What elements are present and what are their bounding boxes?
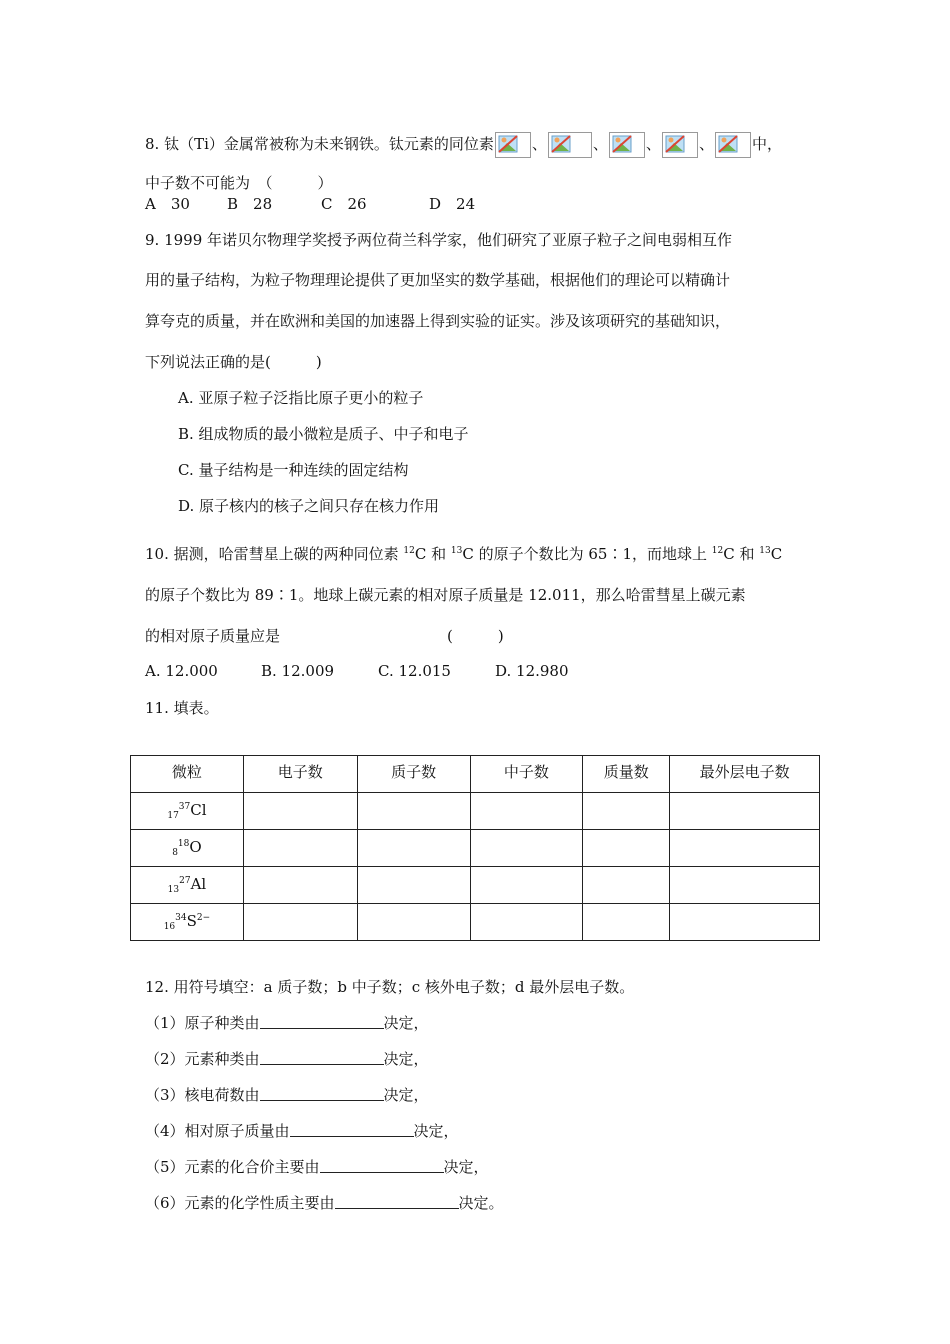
table-row	[131, 867, 820, 904]
q10-option-a: A. 12.000	[145, 662, 218, 680]
answer-cell[interactable]	[470, 867, 583, 904]
header-electrons: 电子数	[243, 756, 357, 793]
answer-cell[interactable]	[670, 904, 820, 941]
q8-option-b: B 28	[227, 195, 273, 213]
answer-blank[interactable]	[260, 1086, 384, 1101]
answer-cell[interactable]	[470, 793, 583, 830]
q10-line1: 10. 据测，哈雷彗星上碳的两种同位素 $^{12}$C 和 $^{13}$C 的原子个数比为 65∶1，而地球上 $^{12}$C 和 $^{13}$C	[145, 545, 783, 563]
q8-option-c: C 26	[321, 195, 367, 213]
q12-title: 12. 用符号填空：a 质子数；b 中子数；c 核外电子数；d 最外层电子数。	[145, 978, 635, 996]
answer-cell[interactable]	[583, 830, 670, 867]
particle-table	[130, 755, 820, 941]
answer-cell[interactable]	[583, 867, 670, 904]
q9-line3: 算夸克的质量，并在欧洲和美国的加速器上得到实验的证实。涉及该项研究的基础知识，	[145, 312, 731, 330]
q9-option-b: B. 组成物质的最小微粒是质子、中子和电子	[178, 425, 469, 443]
broken-image-icon	[495, 132, 531, 158]
q8-line2: 中子数不可能为 （ ）	[145, 174, 333, 192]
answer-cell[interactable]	[243, 793, 357, 830]
broken-image-icon	[662, 132, 698, 158]
q9-option-a: A. 亚原子粒子泛指比原子更小的粒子	[178, 389, 424, 407]
answer-cell[interactable]	[470, 830, 583, 867]
q9-line1: 9. 1999 年诺贝尔物理学奖授予两位荷兰科学家，他们研究了亚原子粒子之间电弱相互作	[145, 231, 733, 249]
particle-cell: $_{13}^{27}$Al	[131, 867, 244, 904]
particle-cell: $_{16}^{34}S^{2-}$	[131, 904, 244, 941]
table-row	[131, 904, 820, 941]
q12-item-2: （2）元素种类由 决定，	[145, 1050, 429, 1068]
q10-line3: 的相对原子质量应是	[145, 627, 281, 645]
q12-item-5: （5）元素的化合价主要由 决定，	[145, 1158, 489, 1176]
q12-item-4: （4）相对原子质量由 决定，	[145, 1122, 459, 1140]
answer-cell[interactable]	[583, 793, 670, 830]
q8-text-a: 8. 钛（Ti）金属常被称为未来钢铁。钛元素的同位素	[145, 135, 494, 153]
table-row	[131, 793, 820, 830]
answer-blank[interactable]	[290, 1122, 414, 1137]
answer-blank[interactable]	[320, 1158, 444, 1173]
q11-title: 11. 填表。	[145, 699, 219, 717]
particle-cell: $_{17}^{37}$Cl	[131, 793, 244, 830]
answer-cell[interactable]	[670, 867, 820, 904]
answer-blank[interactable]	[335, 1194, 459, 1209]
answer-cell[interactable]	[243, 830, 357, 867]
answer-cell[interactable]	[670, 793, 820, 830]
q10-paren: ( )	[447, 627, 504, 645]
q10-line2: 的原子个数比为 89∶1。地球上碳元素的相对原子质量是 12.011，那么哈雷彗星上碳元素	[145, 586, 746, 604]
q9-option-c: C. 量子结构是一种连续的固定结构	[178, 461, 409, 479]
answer-blank[interactable]	[260, 1014, 384, 1029]
header-mass-number: 质量数	[583, 756, 670, 793]
answer-cell[interactable]	[670, 830, 820, 867]
broken-image-icon	[609, 132, 645, 158]
answer-blank[interactable]	[260, 1050, 384, 1065]
q10-option-c: C. 12.015	[378, 662, 451, 680]
answer-cell[interactable]	[357, 830, 470, 867]
answer-cell[interactable]	[243, 904, 357, 941]
table-row	[131, 830, 820, 867]
answer-cell[interactable]	[470, 904, 583, 941]
header-outer-electrons: 最外层电子数	[670, 756, 820, 793]
q8-option-d: D 24	[429, 195, 476, 213]
q10-option-d: D. 12.980	[495, 662, 569, 680]
answer-cell[interactable]	[357, 904, 470, 941]
header-neutrons: 中子数	[470, 756, 583, 793]
q9-line2: 用的量子结构，为粒子物理理论提供了更加坚实的数学基础，根据他们的理论可以精确计	[145, 271, 731, 289]
q10-option-b: B. 12.009	[261, 662, 335, 680]
q12-item-1: （1）原子种类由 决定，	[145, 1014, 429, 1032]
q8-line1: 8. 钛（Ti）金属常被称为未来钢铁。钛元素的同位素 、 、 、 、 中，	[145, 132, 782, 158]
q12-item-6: （6）元素的化学性质主要由 决定。	[145, 1194, 504, 1212]
broken-image-icon	[548, 132, 592, 158]
particle-cell: $_8^{18}$O	[131, 830, 244, 867]
header-protons: 质子数	[357, 756, 470, 793]
q9-option-d: D. 原子核内的核子之间只存在核力作用	[178, 497, 440, 515]
table-header-row	[131, 756, 820, 793]
answer-cell[interactable]	[583, 904, 670, 941]
answer-cell[interactable]	[357, 793, 470, 830]
q9-line4: 下列说法正确的是( )	[145, 353, 322, 371]
answer-cell[interactable]	[357, 867, 470, 904]
q8-text-b: 中，	[751, 135, 782, 153]
header-particle: 微粒	[131, 756, 244, 793]
answer-cell[interactable]	[243, 867, 357, 904]
q8-option-a: A 30	[145, 195, 190, 213]
broken-image-icon	[715, 132, 751, 158]
q12-item-3: （3）核电荷数由 决定，	[145, 1086, 429, 1104]
